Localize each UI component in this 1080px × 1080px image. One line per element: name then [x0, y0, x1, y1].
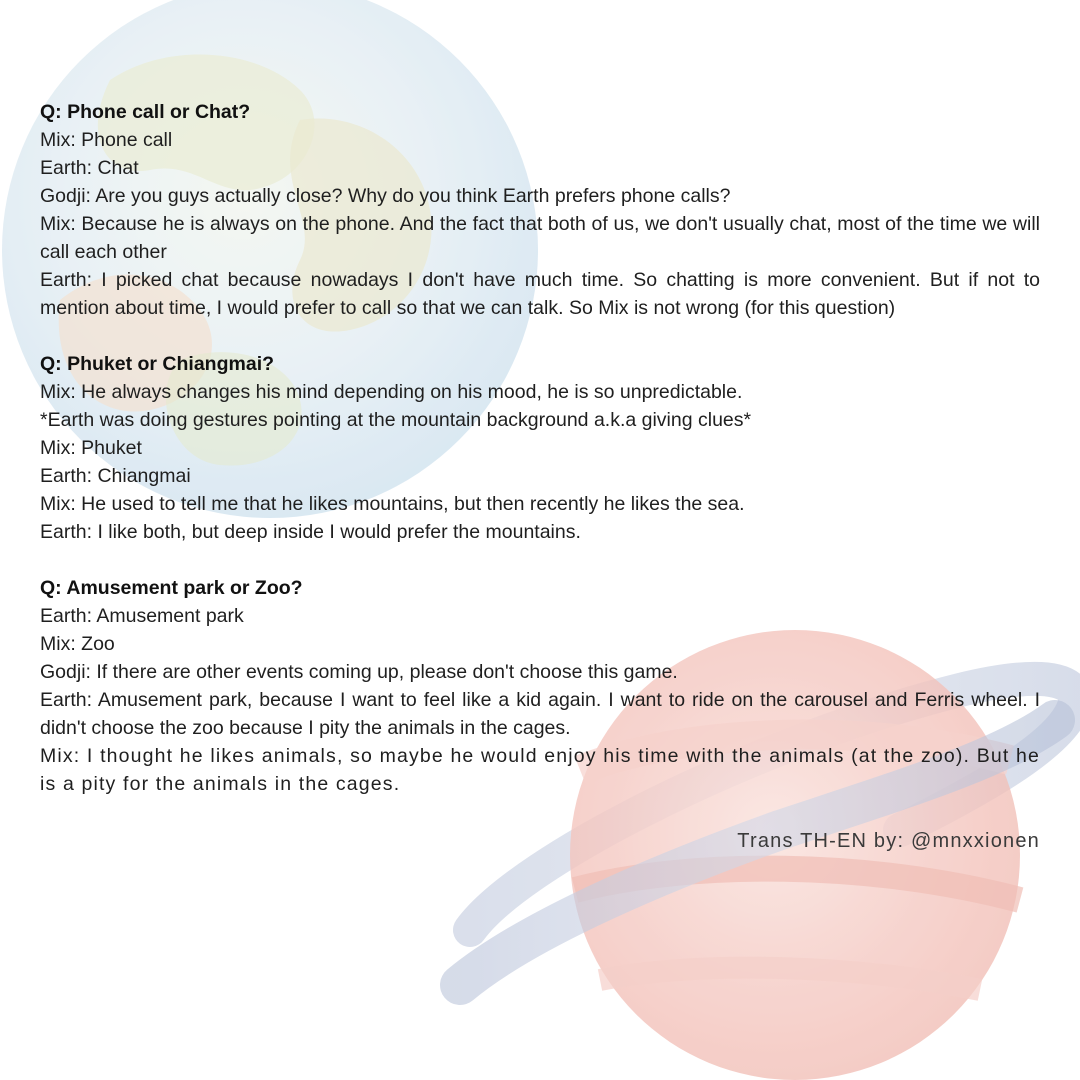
- transcript-body: [40, 98, 1040, 826]
- answer-line: Mix: Phone call: [40, 129, 173, 151]
- answer-line: Mix: I thought he likes animals, so maybe he would enjoy his time with the animals (at the zoo). But he is a pity for the animals in the cages.: [40, 745, 1040, 795]
- answer-line: Godji: If there are other events coming up, please don't choose this game.: [40, 661, 678, 683]
- answer-line: Earth: Chat: [40, 157, 139, 179]
- qa-section-phuket-or-chiangmai: [40, 350, 1040, 546]
- qa-section-amusement-park-or-zoo: [40, 574, 1040, 798]
- answer-line: Godji: Are you guys actually close? Why do you think Earth prefers phone calls?: [40, 185, 731, 207]
- question-heading: Q: Phone call or Chat?: [40, 101, 251, 123]
- question-heading: Q: Phuket or Chiangmai?: [40, 353, 275, 375]
- answer-line: Earth: I like both, but deep inside I would prefer the mountains.: [40, 521, 581, 543]
- qa-section-phone-or-chat: [40, 98, 1040, 322]
- answer-line: Earth: I picked chat because nowadays I don't have much time. So chatting is more convenient. But if not to mention about time, I would prefer to call so that we can talk. So Mix is not wrong (for this question): [40, 269, 1040, 319]
- answer-line: Mix: He always changes his mind depending on his mood, he is so unpredictable.: [40, 381, 743, 403]
- answer-line: Mix: Zoo: [40, 633, 115, 655]
- answer-line: *Earth was doing gestures pointing at the mountain background a.k.a giving clues*: [40, 409, 752, 431]
- answer-line: Mix: Because he is always on the phone. And the fact that both of us, we don't usually chat, most of the time we will call each other: [40, 213, 1040, 263]
- answer-line: Earth: Amusement park, because I want to feel like a kid again. I want to ride on the carousel and Ferris wheel. I didn't choose the zoo because I pity the animals in the cages.: [40, 689, 1040, 739]
- answer-line: Mix: He used to tell me that he likes mountains, but then recently he likes the sea.: [40, 493, 745, 515]
- question-heading: Q: Amusement park or Zoo?: [40, 577, 303, 599]
- answer-line: Earth: Amusement park: [40, 605, 244, 627]
- answer-line: Earth: Chiangmai: [40, 465, 191, 487]
- answer-line: Mix: Phuket: [40, 437, 142, 459]
- translation-credit: Trans TH-EN by: @mnxxionen: [737, 830, 1040, 852]
